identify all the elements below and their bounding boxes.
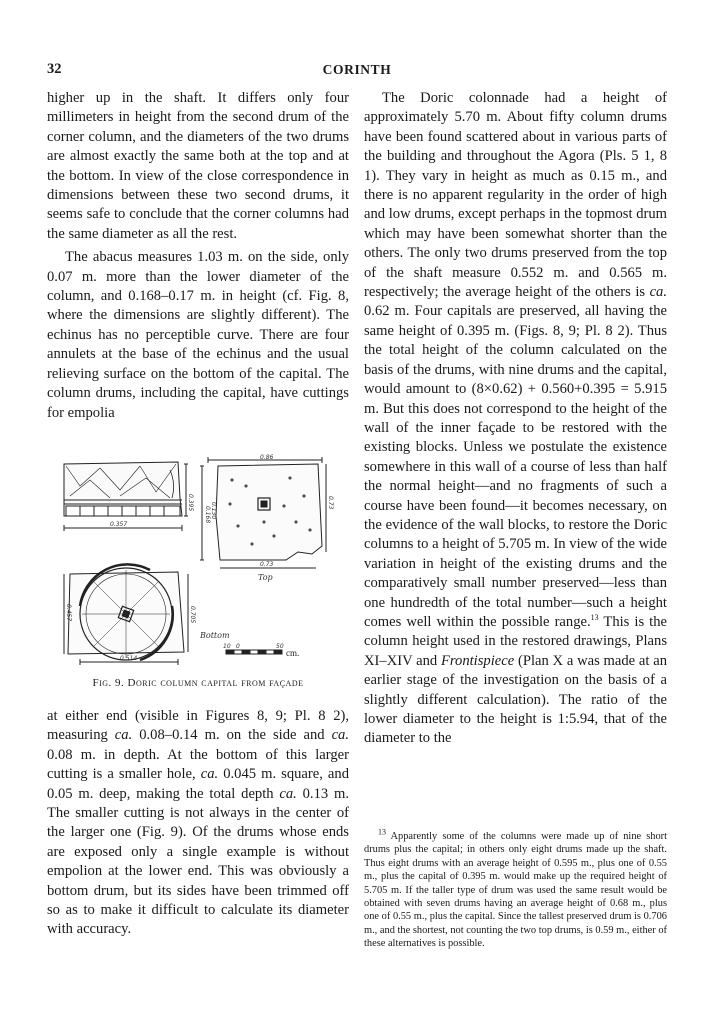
dim-top-width: 0.86 [260, 454, 274, 461]
dim-height-a: 0.395 [187, 494, 194, 512]
dim-height-c: 0.130 [210, 502, 217, 520]
running-head: CORINTH [322, 62, 392, 77]
paragraph: The abacus measures 1.03 m. on the side, only 0.07 m. more than the lower diameter of the column, and 0.168–0.17 m. in height (cf. Fig. 8, where the dimensions are slightly different). The echinus has no perceptible curve. There are four annulets at the base of the echinus and the usual relieving surface on the bottom of the capital. The column drums, including the capital, have cuttings for empolia [47, 249, 349, 421]
capital-drawing [60, 454, 334, 666]
right-column [364, 89, 667, 749]
dim-top-bottom: 0.73 [260, 561, 274, 568]
dim-height-b: 0.168 [204, 506, 211, 524]
dim-right-height: 0.73 [327, 496, 334, 510]
label-top: Top [258, 573, 273, 582]
scale-label-1: 0 [236, 643, 240, 650]
paragraph: at either end (visible in Figures 8, 9; Pl. 8 2), measuring ca. 0.08–0.14 m. on the side and ca. 0.08 m. in depth. At the bottom of this larger cutting is a smaller hole, ca. 0.045 m. square, and 0.05 m. deep, making the total depth ca. 0.13 m. The smaller cutting is not always in the center of the larger one (Fig. 9). Of the drums whose ends are exposed only a single example is without empolion at the lower end. This was obviously a bottom drum, but its sides have been trimmed off so as to make it difficult to calculate its diameter with accuracy. [47, 708, 349, 938]
figure-caption: Fig. 9. Doric column capital from façade [92, 677, 304, 689]
figure-9 [60, 454, 334, 666]
scale-label-2: 50 [276, 643, 284, 650]
footnote-ref[interactable]: 13 [590, 613, 599, 623]
paragraph: higher up in the shaft. It differs only four millimeters in height from the second drum of the corner column, and the diameters of the two drums are almost exactly the same both at the top and at the bottom. In view of the close correspondence in dimensions between these two second drums, it seems safe to conclude that the corner columns had the same diameter as all the rest. [47, 90, 349, 242]
paragraph: The Doric colonnade had a height of approximately 5.70 m. About fifty column drums have been found scattered about in various parts of the building and throughout the Agora (Pls. 5 1, 8 1). They vary in height as much as 0.15 m., and there is no apparent regularity in the order of high and low drums, except perhaps in the topmost drum which may have been somewhat shorter than the others. The only two drums preserved from the top of the shaft measure 0.552 m. and 0.565 m. respectively; the average height of the others is ca. 0.62 m. Four capitals are preserved, all having the same height of 0.395 m. (Figs. 8, 9; Pl. 8 2). Thus the total height of the column calculated on the basis of the drums, with nine drums and the capital, would amount to (8×0.62) + 0.560+0.395 = 5.915 m. But this does not correspond to the height of the wall of the inner façade to be restored with the existing blocks. Unless we postulate the existence somewhere in this wall of a course of less than half the normal height—and no fragments of such a course have been found—it becomes necessary, on the evidence of the wall blocks, to restore the Doric columns to a height of 5.705 m. In view of the wide variation in height of the existing drums and the comparatively small number preserved—less than one hundredth of the total number—such a height comes well within the possible range.$^{13}$ This is the column height used in the restored drawings, Plans XI–XIV and Frontispiece (Plan X a was made at an earlier stage of the investigation on the basis of a slightly different calculation). The ratio of the lower diameter to the height is 1:5.94, that of the diameter to the [364, 90, 667, 747]
scale-bar [226, 650, 282, 654]
page-number: 32 [47, 61, 62, 77]
dim-left-bottom: 0.457 [65, 604, 72, 622]
dim-abacus-side: 0.357 [110, 521, 128, 528]
dim-bottom-diameter: 0.514 [120, 655, 138, 662]
footnotes [364, 827, 667, 951]
capital-bottom-view [64, 564, 188, 665]
left-column-top [47, 89, 349, 423]
footnote-number: 13 [378, 827, 386, 837]
capital-top-view [200, 457, 326, 568]
dim-right-bottom: 0.705 [189, 606, 196, 624]
scale-unit: cm. [286, 648, 300, 658]
left-column-bottom [47, 707, 349, 940]
scale-label-0: 10 [223, 643, 231, 650]
footnote-13: $^{13}$ Apparently some of the columns were made up of nine short drums plus the capital; in others only eight drums made up the shaft. Thus eight drums with an average height of 0.595 m., plus one of 0.55 m., plus the capital of 0.395 m. would make up the required height of 5.705 m. If the taller type of drum was used the same result would be obtained with seven drums having an average height of 0.68 m., plus one of 0.55 m., plus the capital. Since the tallest preserved drum is 0.706 m., and the shortest, not counting the two top drums, is 0.59 m., either of these alternatives is possible. [364, 827, 667, 950]
label-bottom: Bottom [200, 631, 230, 640]
